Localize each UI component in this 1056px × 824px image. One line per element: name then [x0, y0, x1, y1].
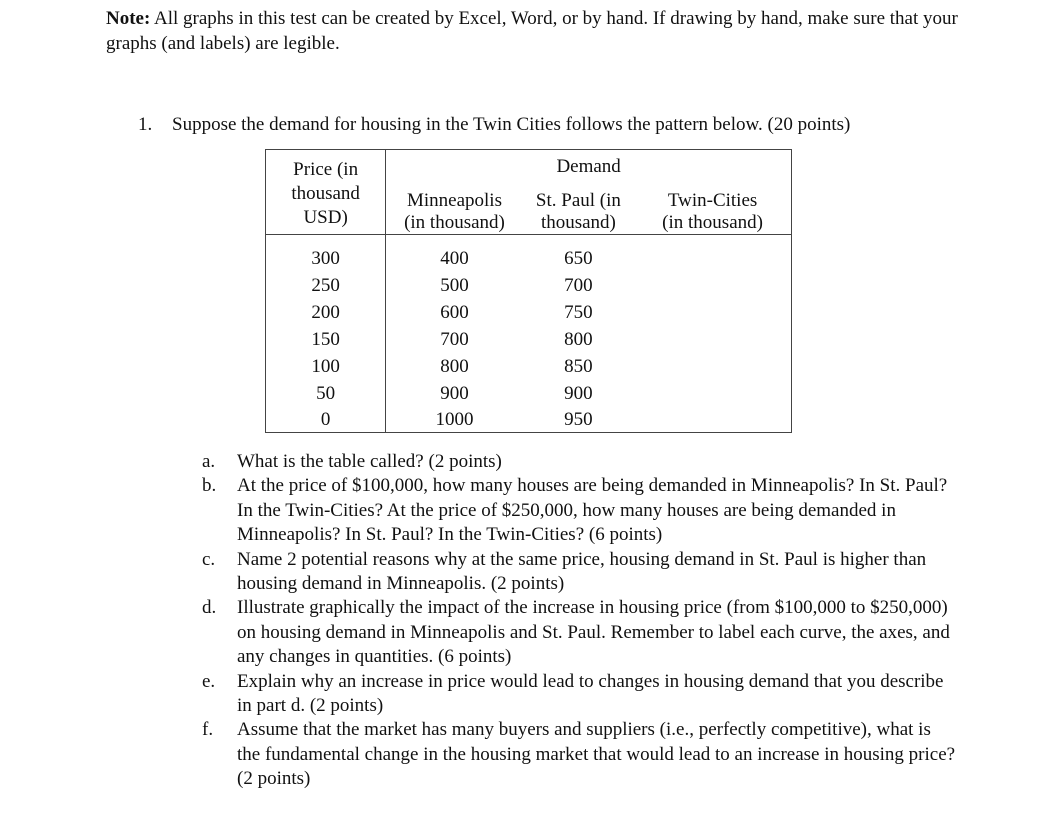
subquestion-text: Assume that the market has many buyers and suppliers (i.e., perfectly competitive), what is the fundamental change in the housing market that would lead to an increase in housing price? (2 points): [237, 719, 956, 790]
table-row: [266, 245, 792, 272]
stpaul-cell: 950: [564, 408, 593, 430]
subquestion-list: [0, 450, 1056, 792]
subquestion-letter: e.: [202, 670, 216, 692]
table-spacer-row: [266, 235, 792, 246]
stpaul-header-line-1: St. Paul (in: [535, 190, 621, 211]
price-cell: 300: [311, 247, 340, 269]
price-cell: 0: [320, 408, 331, 430]
twin-cities-cell: [634, 326, 791, 353]
subquestion-text: What is the table called? (2 points): [237, 451, 502, 472]
twin-cities-cell: [634, 272, 791, 299]
list-item: [0, 596, 1056, 669]
demand-header: Demand: [386, 150, 792, 183]
twin-cities-cell: [634, 245, 791, 272]
demand-table: [265, 149, 792, 433]
minneapolis-cell: 800: [386, 353, 523, 380]
subquestion-letter: a.: [202, 451, 216, 472]
twin-cities-header: [634, 183, 791, 235]
subquestion-text: Explain why an increase in price would lead to changes in housing demand that you describe in part d. (2 points): [237, 670, 944, 717]
twin-cities-header-line-1: Twin-Cities: [667, 190, 758, 211]
list-item: [0, 474, 1056, 547]
list-item: [0, 670, 1056, 719]
stpaul-header-line-2: thousand): [540, 212, 616, 233]
note-text: All graphs in this test can be created by Excel, Word, or by hand. If drawing by hand, make sure that your graphs (and labels) are legible.: [106, 8, 958, 54]
price-cell: 200: [311, 301, 340, 323]
minneapolis-cell: 900: [386, 380, 523, 407]
note-label: Note:: [106, 8, 151, 29]
list-item: [0, 718, 1056, 791]
table-row: [266, 326, 792, 353]
price-header: [266, 150, 386, 235]
stpaul-cell: 850: [564, 355, 593, 377]
table-row: [266, 299, 792, 326]
minneapolis-cell: 600: [386, 299, 523, 326]
question-1-text: Suppose the demand for housing in the Twin Cities follows the pattern below. (20 points): [172, 114, 851, 135]
stpaul-cell: 750: [564, 301, 593, 323]
list-item: [0, 450, 1056, 474]
stpaul-cell: 650: [564, 247, 593, 269]
twin-cities-cell: [634, 353, 791, 380]
price-header-line-3: USD): [303, 207, 348, 228]
twin-cities-header-line-2: (in thousand): [662, 212, 763, 233]
subquestion-letter: f.: [202, 719, 214, 741]
minneapolis-cell: 500: [386, 272, 523, 299]
subquestion-letter: b.: [202, 475, 217, 497]
subquestion-letter: c.: [202, 548, 216, 570]
price-cell: 150: [311, 328, 340, 350]
minneapolis-header-line-2: (in thousand): [404, 212, 505, 233]
subquestion-text: At the price of $100,000, how many houses are being demanded in Minneapolis? In St. Paul? In the Twin-Cities? At the price of $250,000, how many houses are being demanded in Minneapolis? In St. Paul? In the Twin-Cities? (6 points): [237, 475, 948, 546]
stpaul-cell: 700: [564, 274, 593, 296]
minneapolis-cell: 400: [386, 245, 523, 272]
price-cell: 250: [311, 274, 340, 296]
twin-cities-cell: [634, 407, 791, 433]
stpaul-cell: 800: [564, 328, 593, 350]
stpaul-header: [523, 183, 634, 235]
price-cell: 50: [316, 382, 336, 404]
subquestion-letter: d.: [202, 597, 217, 619]
minneapolis-cell: 700: [386, 326, 523, 353]
twin-cities-cell: [634, 299, 791, 326]
list-item: [0, 548, 1056, 597]
table-row: [266, 380, 792, 407]
note-paragraph: [106, 6, 976, 56]
subquestion-text: Name 2 potential reasons why at the same price, housing demand in St. Paul is higher than housing demand in Minneapolis. (2 points): [237, 548, 927, 595]
twin-cities-cell: [634, 380, 791, 407]
price-header-line-2: thousand: [291, 183, 360, 204]
table-row: [266, 272, 792, 299]
minneapolis-cell: 1000: [386, 407, 523, 433]
price-cell: 100: [311, 355, 340, 377]
question-1-number: 1.: [138, 114, 153, 135]
stpaul-cell: 900: [564, 382, 593, 404]
price-header-line-1: Price (in: [293, 159, 359, 180]
minneapolis-header: [386, 183, 523, 235]
table-row: [266, 353, 792, 380]
table-row: [266, 407, 792, 433]
minneapolis-header-line-1: Minneapolis: [406, 190, 502, 211]
table-header-row-1: [266, 150, 792, 183]
subquestion-text: Illustrate graphically the impact of the increase in housing price (from $100,000 to $250,000) on housing demand in Minneapolis and St. Paul. Remember to label each curve, the axes, and any changes in quantities. (6 points): [237, 597, 950, 668]
